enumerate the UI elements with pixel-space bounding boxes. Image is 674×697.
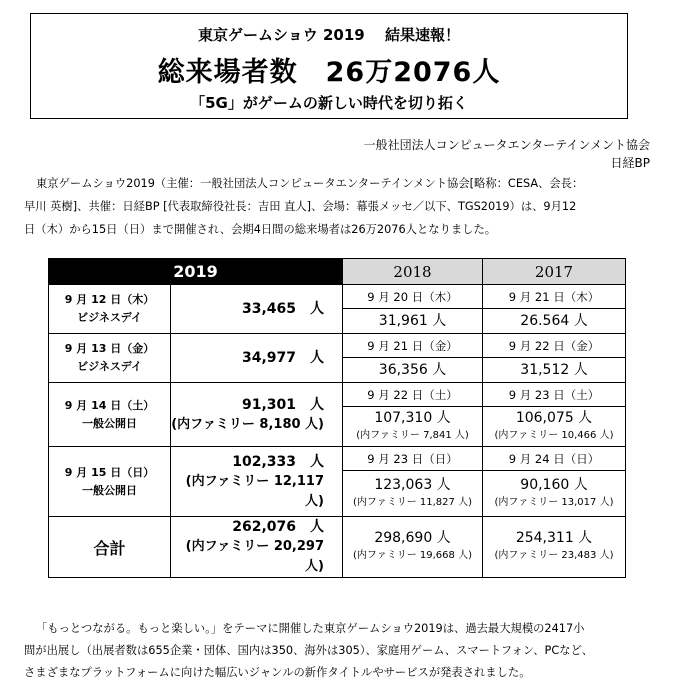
row-date: 9 月 13 日（金） [64, 342, 155, 355]
family-2018: (内ファミリー 11,827 人) [353, 496, 472, 508]
row-date-cell [49, 383, 171, 447]
closing-line: 「もっとつながる。もっと楽しい。」をテーマに開催した東京ゲームショウ2019は、過去最大規模の2417小 [36, 622, 585, 635]
row-day-type: 一般公開日 [82, 483, 137, 497]
value-2017: 26.564 人 [483, 309, 626, 334]
date-2018: 9 月 21 日（金） [343, 334, 483, 358]
total-label: 合計 [49, 517, 171, 578]
title-headline: 総来場者数 26万2076人 [157, 57, 501, 88]
date-2017: 9 月 22 日（金） [483, 334, 626, 358]
organizer-cesa: 一般社団法人コンピュータエンターテインメント協会 [363, 138, 650, 152]
intro-line: 東京ゲームショウ2019（主催：一般社団法人コンピュータエンターテインメント協会[略称：CESA、会長： [36, 177, 584, 190]
value-2018-cell [343, 471, 483, 517]
value-2018: 123,063 人 [374, 476, 451, 493]
value-2018: 36,356 人 [343, 358, 483, 383]
family-2017: (内ファミリー 10,466 人) [494, 429, 614, 441]
family-2019: (内ファミリー 12,117 人) [185, 473, 324, 509]
family-2019: (内ファミリー 8,180 人) [171, 416, 324, 432]
total-value-2019 [171, 517, 343, 578]
row-value-2019 [171, 285, 343, 334]
row-date: 9 月 14 日（土） [64, 398, 155, 412]
closing-line: さまざまなプラットフォームに向けた幅広いジャンルの新作タイトルやサービスが発表されました。 [24, 666, 531, 679]
row-date-cell [49, 447, 171, 517]
value-2017: 90,160 人 [520, 476, 588, 493]
intro-line: 日（木）から15日（日）まで開催され、会期4日間の総来場者は26万2076人となりました。 [24, 223, 497, 236]
value-2017: 31,512 人 [483, 358, 626, 383]
intro-line: 早川 英樹]、共催：日経BP [代表取締役社長：吉田 直人]、会場：幕張メッセ／以下、TGS2019）は、9月12 [24, 200, 577, 213]
total-2018: 298,690 人 [374, 530, 451, 546]
header-2019: 2019 [49, 259, 343, 285]
total-family-2018: (内ファミリー 19,668 人) [353, 550, 472, 561]
date-2017: 9 月 23 日（土） [483, 383, 626, 407]
value-2017: 106,075 人 [515, 409, 593, 426]
value-2017-cell [483, 471, 626, 517]
value-2019: 102,333 人 [232, 453, 324, 470]
value-2018: 31,961 人 [343, 309, 483, 334]
value-2018-cell [343, 407, 483, 447]
row-day-type: ビジネスデイ [77, 360, 142, 373]
attendance-table [48, 258, 626, 578]
header-2017: 2017 [483, 259, 626, 285]
total-2019: 262,076 人 [232, 519, 324, 535]
value-2018: 107,310 人 [374, 409, 451, 426]
row-value-2019 [171, 334, 343, 383]
title-box [30, 13, 628, 119]
intro-paragraph [24, 172, 636, 241]
family-2017: (内ファミリー 13,017 人) [494, 496, 614, 508]
date-2018: 9 月 22 日（土） [343, 383, 483, 407]
organizer-nikkei: 日経BP [610, 156, 650, 170]
row-date-cell [49, 334, 171, 383]
closing-paragraph [24, 618, 656, 684]
row-day-type: 一般公開日 [82, 416, 137, 430]
value-2019: 91,301 人 [241, 396, 324, 413]
total-family-2017: (内ファミリー 23,483 人) [494, 550, 614, 561]
family-2018: (内ファミリー 7,841 人) [356, 429, 469, 441]
total-value-2018 [343, 517, 483, 578]
total-2017: 254,311 人 [515, 530, 593, 546]
row-day-type: ビジネスデイ [77, 311, 142, 324]
header-2018: 2018 [343, 259, 483, 285]
date-2017: 9 月 24 日（日） [483, 447, 626, 471]
date-2017: 9 月 21 日（木） [483, 285, 626, 309]
value-2019: 34,977 人 [241, 350, 324, 366]
title-subheadline: 「5G」がゲームの新しい時代を切り拓く [190, 94, 468, 112]
value-2019: 33,465 人 [241, 301, 324, 317]
row-value-2019 [171, 447, 343, 517]
row-date: 9 月 12 日（木） [64, 293, 155, 306]
date-2018: 9 月 20 日（木） [343, 285, 483, 309]
date-2018: 9 月 23 日（日） [343, 447, 483, 471]
row-date-cell [49, 285, 171, 334]
total-value-2017 [483, 517, 626, 578]
value-2017-cell [483, 407, 626, 447]
row-value-2019 [171, 383, 343, 447]
closing-line: 間が出展し（出展者数は655企業・団体、国内は350、海外は305）、家庭用ゲーム、スマートフォン、PCなど、 [24, 644, 594, 657]
row-date: 9 月 15 日（日） [64, 465, 155, 479]
title-line-1: 東京ゲームショウ 2019 結果速報！ [198, 26, 460, 44]
total-family-2019: (内ファミリー 20,297 人) [185, 539, 324, 574]
